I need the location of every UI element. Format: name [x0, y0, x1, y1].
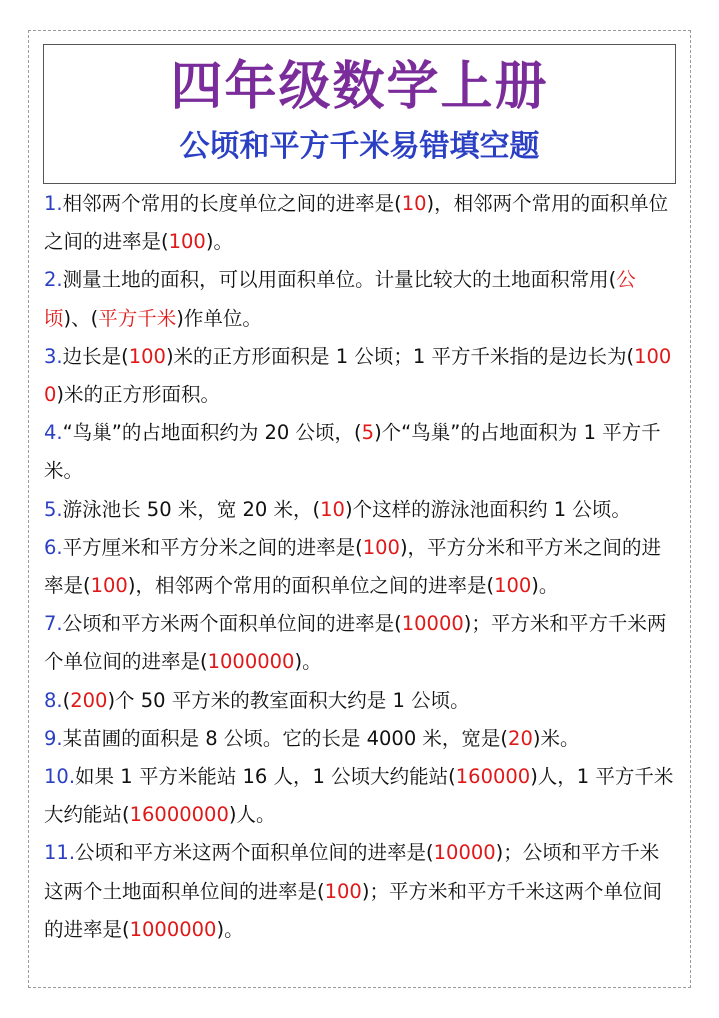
question-text: )，相邻两个常用的面积单位之间的进率是( — [44, 192, 669, 254]
question-text: 平方厘米和平方分米之间的进率是( — [62, 535, 363, 559]
question-item — [44, 758, 676, 834]
question-text: 某苗圃的面积是 8 公顷。它的长是 4000 米，宽是( — [62, 726, 509, 750]
answer-text: 平方千米 — [98, 306, 177, 330]
question-item — [44, 414, 676, 490]
question-text: )。 — [531, 574, 559, 598]
answer-text: 10 — [320, 497, 345, 521]
question-number: 11. — [44, 841, 76, 865]
answer-text: 1000000 — [207, 650, 295, 674]
question-text: )，平方分米和平方米之间的进率是( — [44, 535, 662, 598]
question-text: “鸟巢”的占地面积约为 20 公顷，( — [62, 421, 362, 445]
answer-text: 100 — [362, 535, 400, 559]
question-text: 测量土地的面积，可以用面积单位。计量比较大的土地面积常用( — [62, 268, 617, 292]
question-text: )米的正方形面积是 1 公顷；1 平方千米指的是边长为( — [165, 344, 635, 368]
question-item — [44, 834, 676, 949]
question-number: 5. — [44, 497, 63, 521]
question-item — [44, 605, 676, 681]
page-title: 四年级数学上册 — [170, 56, 549, 117]
question-text: )个这样的游泳池面积约 1 公顷。 — [344, 497, 631, 521]
question-item — [44, 185, 676, 261]
answer-text: 100 — [494, 574, 532, 598]
question-number: 2. — [44, 268, 63, 292]
question-number: 1. — [44, 192, 63, 215]
answer-text: 100 — [168, 230, 206, 254]
answer-text: 10 — [401, 192, 427, 215]
question-text: )人。 — [228, 803, 276, 827]
question-text: )、( — [63, 306, 99, 330]
question-text: 如果 1 平方米能站 16 人，1 公顷大约能站( — [75, 765, 456, 789]
question-number: 8. — [44, 688, 63, 712]
answer-text: 200 — [70, 688, 108, 712]
question-number: 3. — [44, 344, 63, 368]
question-text: )个 50 平方米的教室面积大约是 1 公顷。 — [107, 688, 470, 712]
question-item — [44, 682, 676, 720]
question-text: )；平方米和平方千米这两个单位间的进率是( — [44, 879, 662, 941]
question-number: 10. — [44, 765, 76, 789]
question-number: 7. — [44, 612, 63, 636]
page-subtitle: 公顷和平方千米易错填空题 — [179, 129, 540, 164]
answer-text: 20 — [508, 726, 533, 750]
question-text: 游泳池长 50 米，宽 20 米，( — [62, 497, 321, 521]
question-text: ( — [62, 688, 71, 712]
question-item — [44, 338, 676, 414]
answer-text: 100 — [128, 344, 166, 368]
answer-text: 160000 — [455, 765, 531, 789]
question-text: )米的正方形面积。 — [56, 383, 221, 407]
answer-text: 1000 — [44, 344, 672, 407]
answer-text: 公顷 — [44, 268, 636, 330]
question-text: )人，1 平方千米大约能站( — [44, 765, 674, 827]
question-text: 公顷和平方米两个面积单位间的进率是( — [62, 612, 402, 636]
question-list — [44, 185, 676, 949]
question-item — [44, 529, 676, 605]
question-number: 4. — [44, 421, 63, 445]
question-text: )。 — [205, 230, 233, 254]
question-text: 公顷和平方米这两个面积单位间的进率是( — [75, 841, 434, 865]
question-item — [44, 491, 676, 529]
answer-text: 16000000 — [129, 803, 229, 827]
answer-text: 10000 — [401, 612, 464, 636]
question-text: )；平方米和平方千米两个单位间的进率是( — [44, 612, 667, 674]
question-text: 相邻两个常用的长度单位之间的进率是( — [62, 192, 402, 215]
answer-text: 10000 — [433, 841, 496, 865]
question-text: 边长是( — [62, 344, 129, 368]
question-text: )个“鸟巢”的占地面积为 1 平方千米。 — [44, 421, 661, 483]
question-number: 9. — [44, 726, 63, 750]
question-text: )。 — [294, 650, 322, 674]
question-text: )。 — [216, 917, 244, 941]
answer-text: 100 — [90, 574, 128, 598]
question-text: )米。 — [532, 726, 580, 750]
question-number: 6. — [44, 535, 63, 559]
answer-text: 1000000 — [129, 917, 217, 941]
question-text: )；公顷和平方千米这两个土地面积单位间的进率是( — [44, 841, 660, 903]
answer-text: 100 — [324, 879, 362, 903]
question-item — [44, 261, 676, 337]
title-box — [43, 44, 676, 184]
question-text: )，相邻两个常用的面积单位之间的进率是( — [127, 574, 495, 598]
question-text: )作单位。 — [176, 306, 262, 330]
answer-text: 5 — [361, 421, 375, 445]
question-item — [44, 720, 676, 758]
